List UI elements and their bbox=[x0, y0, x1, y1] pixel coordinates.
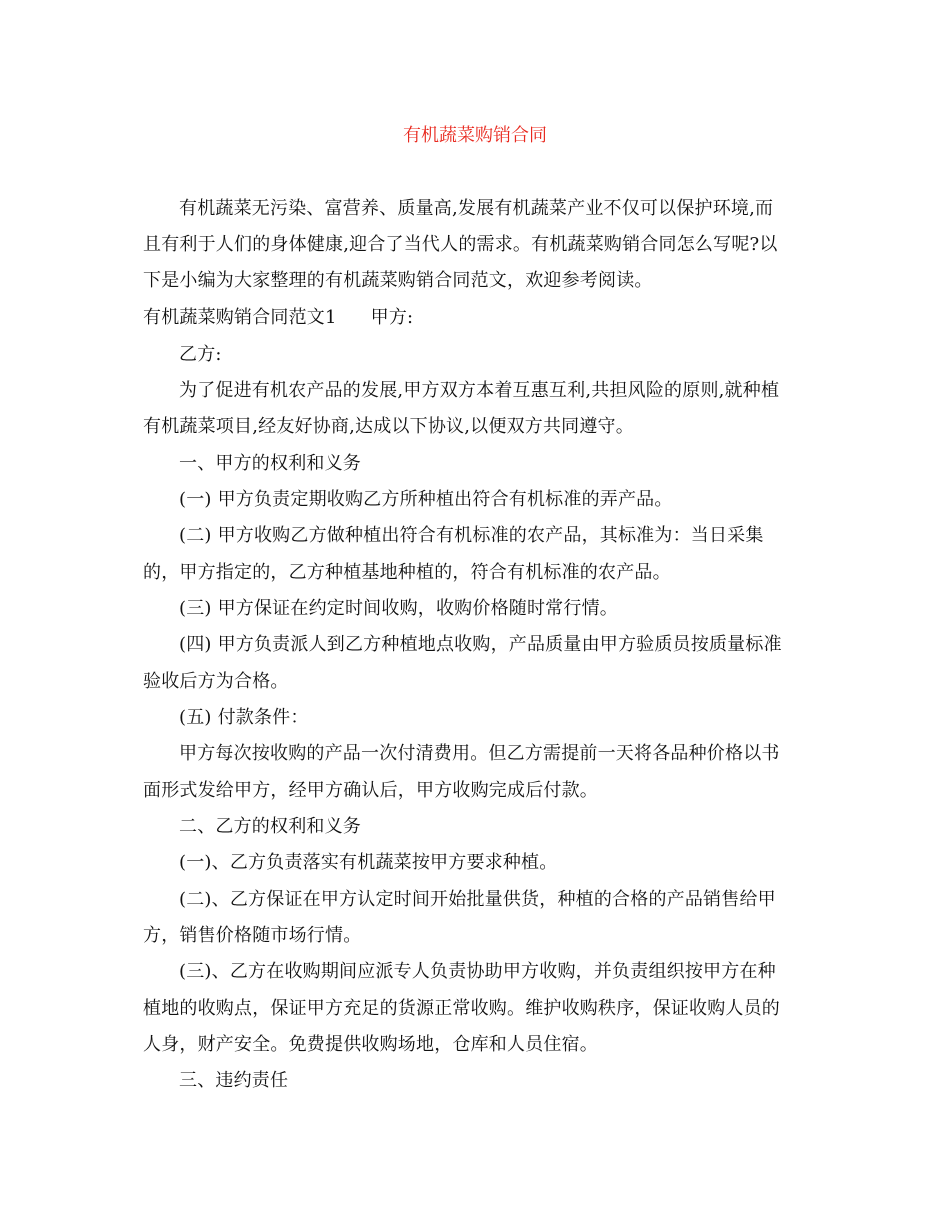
document-title: 有机蔬菜购销合同 bbox=[403, 125, 547, 146]
section-heading: 一、甲方的权利和义务 bbox=[179, 453, 361, 474]
clause-line: 植地的收购点，保证甲方充足的货源正常收购。维护收购秩序，保证收购人员的 bbox=[143, 998, 780, 1019]
clause-line: 方，销售价格随市场行情。 bbox=[143, 925, 362, 946]
party-a-label: 甲方: bbox=[370, 307, 414, 328]
clause-line: (一)、乙方负责落实有机蔬菜按甲方要求种植。 bbox=[179, 852, 558, 873]
clause-line: (二)、乙方保证在甲方认定时间开始批量供货，种植的合格的产品销售给甲 bbox=[179, 889, 776, 910]
clause-line: (一) 甲方负责定期收购乙方所种植出符合有机标准的弄产品。 bbox=[179, 489, 673, 510]
clause-line: 的，甲方指定的，乙方种植基地种植的，符合有机标准的农产品。 bbox=[143, 562, 671, 583]
paragraph-line: 有机蔬菜项目,经友好协商,达成以下协议,以便双方共同遵守。 bbox=[143, 416, 634, 437]
section-heading: 三、违约责任 bbox=[179, 1070, 289, 1091]
party-b-label: 乙方: bbox=[179, 344, 222, 365]
clause-line: 甲方每次按收购的产品一次付清费用。但乙方需提前一天将各品种价格以书 bbox=[179, 743, 780, 764]
section-heading: 二、乙方的权利和义务 bbox=[179, 816, 361, 837]
clause-line: (四) 甲方负责派人到乙方种植地点收购，产品质量由甲方验质员按质量标准 bbox=[179, 634, 782, 655]
paragraph-line: 且有利于人们的身体健康,迎合了当代人的需求。有机蔬菜购销合同怎么写呢?以 bbox=[143, 234, 778, 255]
clause-line: 验收后方为合格。 bbox=[143, 671, 289, 692]
clause-line: (三)、乙方在收购期间应派专人负责协助甲方收购，并负责组织按甲方在种 bbox=[179, 961, 776, 982]
clause-line: 人身，财产安全。免费提供收购场地，仓库和人员住宿。 bbox=[143, 1034, 598, 1055]
clause-line: 面形式发给甲方，经甲方确认后，甲方收购完成后付款。 bbox=[143, 780, 598, 801]
clause-line: (三) 甲方保证在约定时间收购，收购价格随时常行情。 bbox=[179, 598, 618, 619]
paragraph-line: 有机蔬菜无污染、富营养、质量高,发展有机蔬菜产业不仅可以保护环境,而 bbox=[179, 198, 774, 219]
paragraph-line: 下是小编为大家整理的有机蔬菜购销合同范文，欢迎参考阅读。 bbox=[143, 270, 653, 291]
paragraph-line: 为了促进有机农产品的发展,甲方双方本着互惠互利,共担风险的原则,就种植 bbox=[179, 380, 780, 401]
sample-heading: 有机蔬菜购销合同范文1 bbox=[143, 307, 337, 328]
clause-line: (五) 付款条件： bbox=[179, 707, 309, 728]
sample-heading-line bbox=[143, 306, 413, 330]
clause-line: (二) 甲方收购乙方做种植出符合有机标准的农产品，其标准为：当日采集 bbox=[179, 525, 764, 546]
